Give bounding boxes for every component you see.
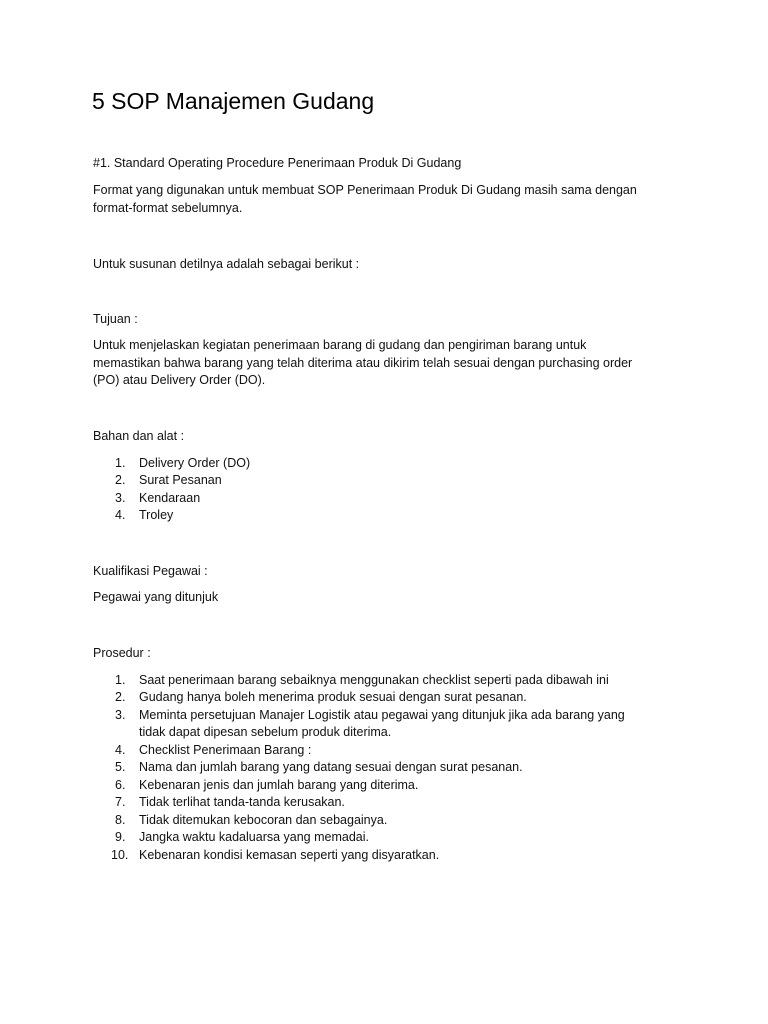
list-text: Surat Pesanan <box>139 473 222 487</box>
tujuan-line-3: (PO) atau Delivery Order (DO). <box>93 373 266 387</box>
list-text: Tidak terlihat tanda-tanda kerusakan. <box>139 795 345 809</box>
list-text: Tidak ditemukan kebocoran dan sebagainya. <box>139 813 388 827</box>
list-number: 4. <box>115 508 126 522</box>
list-number: 3. <box>115 708 126 722</box>
list-number: 2. <box>115 690 126 704</box>
list-text: Nama dan jumlah barang yang datang sesuai dengan surat pesanan. <box>139 760 523 774</box>
list-text: Troley <box>139 508 174 522</box>
intro-line-2: format-format sebelumnya. <box>93 201 243 215</box>
list-text: Kebenaran jenis dan jumlah barang yang diterima. <box>139 778 419 792</box>
list-text: Delivery Order (DO) <box>139 456 251 470</box>
list-number: 9. <box>115 830 126 844</box>
list-number: 3. <box>115 491 126 505</box>
kualifikasi-text: Pegawai yang ditunjuk <box>93 590 219 604</box>
list-number: 10. <box>111 848 129 862</box>
list-number: 1. <box>115 673 126 687</box>
list-number: 8. <box>115 813 126 827</box>
list-number: 1. <box>115 456 126 470</box>
list-text: tidak dapat dipesan sebelum produk diterima. <box>139 725 392 739</box>
tujuan-label: Tujuan : <box>93 312 138 326</box>
detail-intro: Untuk susunan detilnya adalah sebagai berikut : <box>93 257 360 271</box>
kualifikasi-label: Kualifikasi Pegawai : <box>93 564 208 578</box>
list-text: Kebenaran kondisi kemasan seperti yang disyaratkan. <box>139 848 440 862</box>
list-number: 7. <box>115 795 126 809</box>
bahan-label: Bahan dan alat : <box>93 429 185 443</box>
intro-line-1: Format yang digunakan untuk membuat SOP Penerimaan Produk Di Gudang masih sama dengan <box>93 183 637 197</box>
document-title: 5 SOP Manajemen Gudang <box>92 88 375 114</box>
tujuan-line-2: memastikan bahwa barang yang telah diterima atau dikirim telah sesuai dengan purchasing order <box>93 356 633 370</box>
list-text: Checklist Penerimaan Barang : <box>139 743 312 757</box>
list-number: 6. <box>115 778 126 792</box>
list-text: Saat penerimaan barang sebaiknya menggunakan checklist seperti pada dibawah ini <box>139 673 609 687</box>
tujuan-line-1: Untuk menjelaskan kegiatan penerimaan barang di gudang dan pengiriman barang untuk <box>93 338 587 352</box>
prosedur-label: Prosedur : <box>93 646 151 660</box>
list-text: Gudang hanya boleh menerima produk sesuai dengan surat pesanan. <box>139 690 527 704</box>
list-number: 2. <box>115 473 126 487</box>
list-text: Meminta persetujuan Manajer Logistik atau pegawai yang ditunjuk jika ada barang yang <box>139 708 625 722</box>
list-number: 5. <box>115 760 126 774</box>
list-text: Kendaraan <box>139 491 201 505</box>
list-number: 4. <box>115 743 126 757</box>
list-text: Jangka waktu kadaluarsa yang memadai. <box>139 830 369 844</box>
section-heading: #1. Standard Operating Procedure Penerimaan Produk Di Gudang <box>93 156 462 170</box>
